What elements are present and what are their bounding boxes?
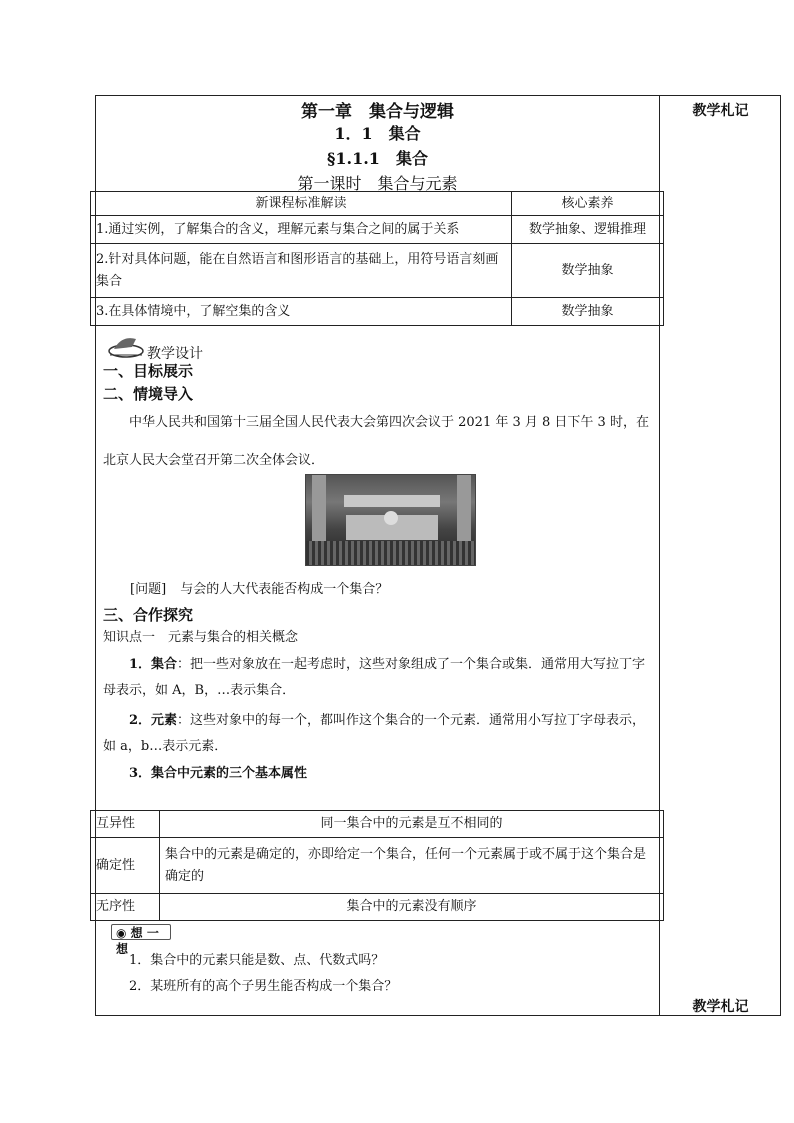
concept-element-text: ：这些对象中的每一个，都叫作这个集合的一个元素．通常用小写拉丁字母表示，如 a，b…表示元素． xyxy=(103,713,646,754)
knowledge-point: 知识点一 元素与集合的相关概念 xyxy=(103,630,299,645)
question-line xyxy=(130,578,388,597)
property-desc: 集合中的元素是确定的，亦即给定一个集合，任何一个元素属于或不属于这个集合是确定的 xyxy=(160,838,664,894)
intro-paragraph: 中华人民共和国第十三届全国人民代表大会第四次会议于 2021 年 3 月 8 日下午 3 时，在北京人民大会堂召开第二次全体会议． xyxy=(103,415,649,468)
think-question-2: 2．某班所有的高个子男生能否构成一个集合？ xyxy=(129,979,398,994)
standards-cell: 1.通过实例，了解集合的含义，理解元素与集合之间的属于关系 xyxy=(91,216,512,244)
section-title: 1．1 集合 xyxy=(334,124,421,143)
property-name: 确定性 xyxy=(91,838,160,894)
design-label: 教学设计 xyxy=(147,346,203,362)
lesson-title: 第一课时 集合与元素 xyxy=(297,174,458,193)
standards-table xyxy=(90,191,664,326)
question-text: 与会的人大代表能否构成一个集合？ xyxy=(180,582,389,597)
think-tag xyxy=(111,924,171,956)
property-desc: 集合中的元素没有顺序 xyxy=(160,894,664,921)
think-question-1: 1．集合中的元素只能是数、点、代数式吗？ xyxy=(129,953,385,968)
heading-goals: 一、目标展示 xyxy=(103,362,194,380)
think-tag-label: 想 一 想 xyxy=(116,926,159,956)
standards-cell: 2.针对具体问题，能在自然语言和图形语言的基础上，用符号语言刻画集合 xyxy=(91,244,512,298)
properties-heading: 3．集合中元素的三个基本属性 xyxy=(129,766,308,781)
think-icon: ◉ xyxy=(116,926,127,940)
standards-cell: 数学抽象、逻辑推理 xyxy=(512,216,664,244)
standards-cell: 3.在具体情境中，了解空集的含义 xyxy=(91,298,512,326)
concept-set xyxy=(103,652,653,704)
property-name: 无序性 xyxy=(91,894,160,921)
side-note-top: 教学札记 xyxy=(692,103,749,119)
standards-header-1: 新课程标准解读 xyxy=(91,192,512,216)
subsection-title: §1.1.1 集合 xyxy=(327,149,428,168)
concept-element xyxy=(103,708,653,760)
property-desc: 同一集合中的元素是互不相同的 xyxy=(160,811,664,838)
concept-set-label: 1．集合 xyxy=(129,657,178,672)
standards-cell: 数学抽象 xyxy=(512,244,664,298)
properties-table xyxy=(90,810,664,921)
assembly-photo xyxy=(305,474,476,566)
side-note-bottom: 教学札记 xyxy=(692,999,749,1015)
heading-context: 二、情境导入 xyxy=(103,385,194,403)
concept-element-label: 2．元素 xyxy=(129,713,178,728)
standards-header-2: 核心素养 xyxy=(512,192,664,216)
standards-cell: 数学抽象 xyxy=(512,298,664,326)
concept-set-text: ：把一些对象放在一起考虑时，这些对象组成了一个集合或集．通常用大写拉丁字母表示，如 A，B，…表示集合． xyxy=(103,657,646,698)
property-name: 互异性 xyxy=(91,811,160,838)
question-tag: [问题] xyxy=(130,582,167,597)
heading-explore: 三、合作探究 xyxy=(103,606,194,624)
chapter-title: 第一章 集合与逻辑 xyxy=(301,102,454,122)
design-logo-icon xyxy=(106,333,146,359)
